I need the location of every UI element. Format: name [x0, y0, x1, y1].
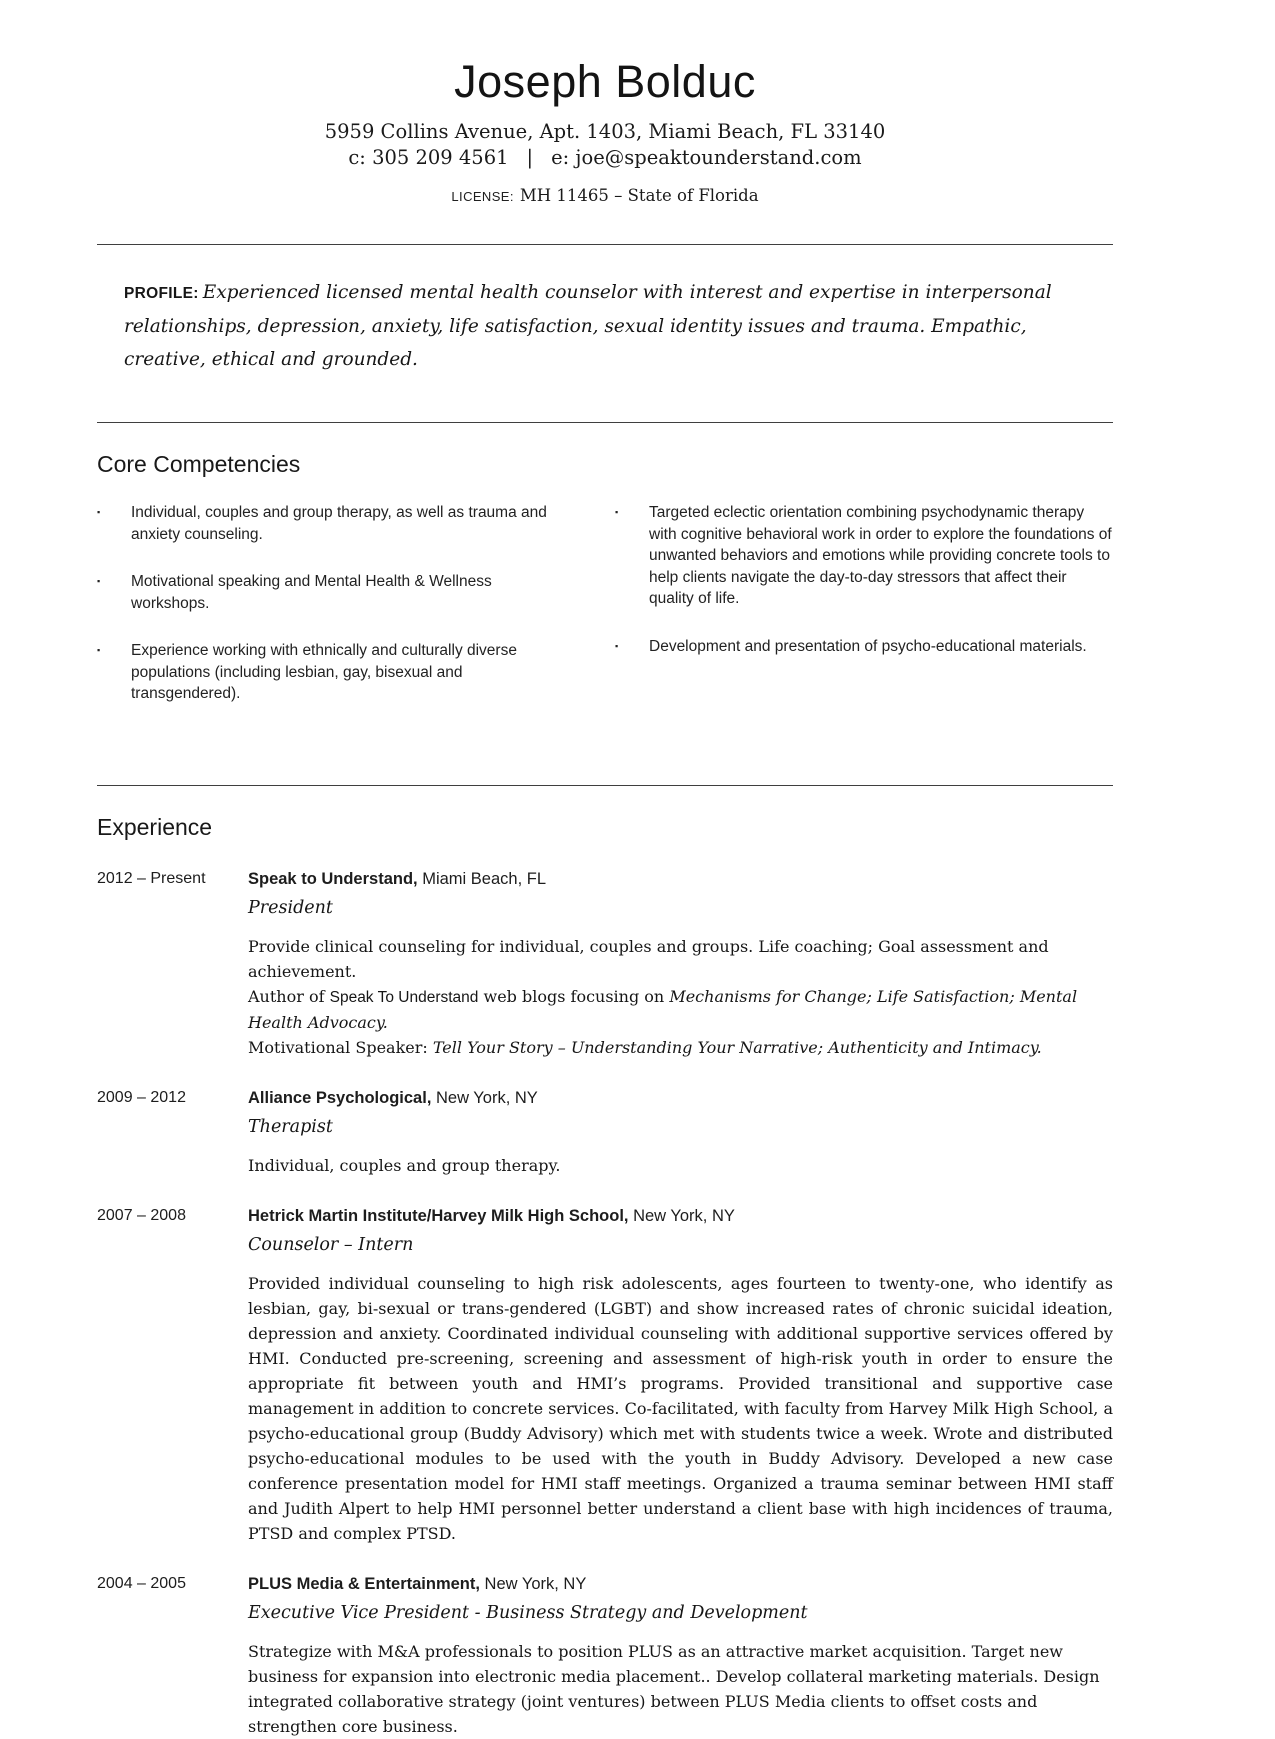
core-competencies-title: Core Competencies — [97, 451, 301, 478]
license-line — [97, 186, 1113, 206]
profile-text: Experienced licensed mental health counselor with interest and expertise in interpersonal relationships, depression, anxiety, life satisfaction, sexual identity issues and trauma. Empathic, creative, ethical and grounded. — [124, 282, 1052, 371]
entry-paragraph — [248, 1035, 1113, 1060]
entry-body — [248, 1153, 1113, 1178]
entry-dates: 2007 – 2008 — [97, 1206, 186, 1224]
paragraph-text: Strategize with M&A professionals to position PLUS as an attractive market acquisition. Target new business for expansion into electronic media placement.. Develop collateral marketing materials. Design integrated collaborative strategy (joint ventures) between PLUS Media clients to offset costs and strengthen core business. — [248, 1641, 1100, 1736]
core-competencies-right-column — [615, 502, 1113, 731]
company-location: New York, NY — [431, 1088, 538, 1107]
list-item — [97, 502, 567, 545]
bullet-text: Motivational speaking and Mental Health & Wellness workshops. — [131, 573, 492, 612]
bullet-text: Targeted eclectic orientation combining psychodynamic therapy with cognitive behavioral work in order to explore the foundations of unwanted behaviors and emotions while providing concrete tools to help clients navigate the day-to-day stressors that affect their quality of life. — [649, 504, 1112, 608]
paragraph-text: Individual, couples and group therapy. — [248, 1155, 561, 1175]
entry-paragraph — [248, 934, 1113, 984]
entry-body — [248, 1639, 1113, 1739]
profile-label: PROFILE: — [124, 285, 199, 303]
entry-content — [248, 868, 1113, 1060]
paragraph-text: Provided individual counseling to high risk adolescents, ages fourteen to twenty-one, who identify as lesbian, gay, bi-sexual or trans-gendered (LGBT) and show increased rates of chronic suicidal ideation, depression and anxiety. Coordinated individual counseling with additional supportive services offered by HMI. Conducted pre-screening, screening and assessment of high-risk youth in order to ensure the appropriate fit between youth and HMI’s programs. Provided transitional and supportive case management in addition to concrete services. Co-facilitated, with faculty from Harvey Milk High School, a psycho-educational group (Buddy Advisory) which met with students twice a week. Wrote and distributed psycho-educational modules to be used with the youth in Buddy Advisory. Developed a new case conference presentation model for HMI staff meetings. Organized a trauma seminar between HMI staff and Judith Alpert to help HMI personnel better understand a client base with high incidences of trauma, PTSD and complex PTSD. — [248, 1273, 1113, 1543]
paragraph-text: Provide clinical counseling for individual, couples and groups. Life coaching; Goal assessment and achievement. — [248, 936, 1049, 981]
entry-content — [248, 1087, 1113, 1178]
list-item — [97, 571, 567, 614]
bullet-icon: ▪ — [97, 645, 101, 656]
profile-section — [97, 276, 1113, 376]
license-value: MH 11465 – State of Florida — [519, 186, 759, 206]
paragraph-text-italic: Mechanisms for Change; Life Satisfaction; Mental Health Advocacy. — [248, 986, 1078, 1032]
entry-role: Counselor – Intern — [248, 1234, 414, 1255]
experience-entry — [97, 1087, 1113, 1178]
core-competencies-left-column — [97, 502, 567, 731]
list-item — [97, 640, 567, 705]
resume-header — [97, 57, 1113, 206]
bullet-text: Experience working with ethnically and culturally diverse populations (including lesbian, gay, bisexual and transgendered). — [131, 642, 517, 703]
list-item — [615, 636, 1113, 658]
entry-content — [248, 1205, 1113, 1546]
entry-dates: 2012 – Present — [97, 869, 206, 887]
paragraph-text-italic: Tell Your Story – Understanding Your Narrative; Authenticity and Intimacy. — [432, 1037, 1042, 1057]
company-name: Alliance Psychological, — [248, 1088, 432, 1107]
entry-role: Executive Vice President - Business Strategy and Development — [248, 1602, 808, 1623]
entry-role: Therapist — [248, 1116, 333, 1137]
company-location: New York, NY — [479, 1574, 587, 1593]
experience-entry — [97, 868, 1113, 1060]
contact-line — [97, 145, 1113, 171]
section-divider — [97, 244, 1113, 245]
entry-content — [248, 1573, 1113, 1739]
entry-body — [248, 1271, 1113, 1546]
entry-company-line — [248, 1205, 1113, 1227]
entry-company-line — [248, 1087, 1113, 1109]
experience-entry — [97, 1205, 1113, 1546]
company-location: Miami Beach, FL — [417, 869, 546, 888]
entry-dates: 2004 – 2005 — [97, 1574, 186, 1592]
entry-role: President — [248, 897, 333, 918]
section-divider — [97, 785, 1113, 786]
address-line: 5959 Collins Avenue, Apt. 1403, Miami Beach, FL 33140 — [324, 120, 886, 144]
paragraph-text: Motivational Speaker: — [248, 1037, 433, 1057]
bullet-text: Individual, couples and group therapy, as well as trauma and anxiety counseling. — [131, 504, 547, 543]
entry-paragraph — [248, 1271, 1113, 1546]
company-name: PLUS Media & Entertainment, — [248, 1574, 480, 1593]
person-name: Joseph Bolduc — [454, 56, 756, 107]
email-address: e: joe@speaktounderstand.com — [551, 146, 862, 170]
bullet-icon: ▪ — [97, 576, 101, 587]
entry-company-line — [248, 868, 1113, 890]
company-name: Speak to Understand, — [248, 869, 418, 888]
bullet-text: Development and presentation of psycho-educational materials. — [649, 637, 1087, 655]
bullet-icon: ▪ — [615, 640, 619, 651]
experience-entry — [97, 1573, 1113, 1739]
license-label: LICENSE: — [451, 189, 514, 205]
paragraph-text: web blogs focusing on — [478, 986, 670, 1006]
entry-paragraph — [248, 984, 1113, 1035]
entry-paragraph — [248, 1153, 1113, 1178]
contact-separator: | — [526, 146, 534, 170]
bullet-icon: ▪ — [615, 507, 619, 518]
phone-number: c: 305 209 4561 — [348, 146, 509, 170]
core-competencies-columns — [97, 502, 1113, 731]
paragraph-text: Author of — [248, 986, 330, 1006]
address-block — [97, 119, 1113, 171]
company-name: Hetrick Martin Institute/Harvey Milk High School, — [248, 1206, 629, 1225]
section-divider — [97, 422, 1113, 423]
entry-paragraph — [248, 1639, 1113, 1739]
list-item — [615, 502, 1113, 610]
paragraph-text-sans: Speak To Understand — [329, 988, 479, 1006]
entry-dates: 2009 – 2012 — [97, 1088, 186, 1106]
entry-body — [248, 934, 1113, 1060]
entry-company-line — [248, 1573, 1113, 1595]
bullet-icon: ▪ — [97, 507, 101, 518]
company-location: New York, NY — [628, 1206, 735, 1225]
experience-title: Experience — [97, 813, 213, 840]
